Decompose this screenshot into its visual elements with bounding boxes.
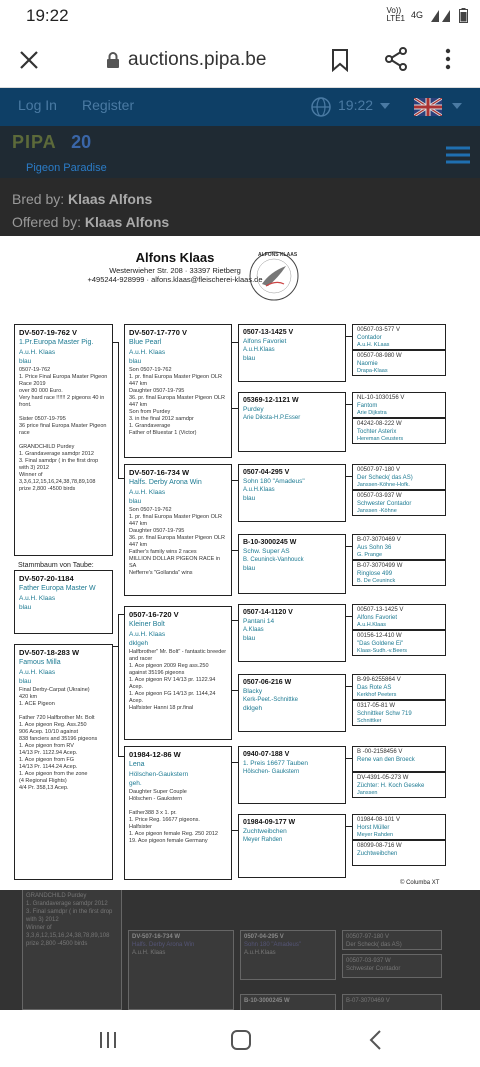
grandparent-name: Schw. Super AS (243, 548, 290, 555)
bookmark-icon[interactable] (330, 48, 350, 72)
copyright-text: © Columba XT (400, 880, 440, 886)
breeder-stamp (248, 250, 300, 302)
subject-color: blau (19, 358, 32, 365)
subject-name: 1.Pr.Europa Master Pig. (19, 339, 94, 346)
register-link[interactable]: Register (82, 97, 135, 113)
stamp-text: ALFONS KLAAS (258, 252, 298, 258)
stammbaum-ring: DV-507-20-1184 (19, 574, 74, 583)
ancestor-name: Schnittker Schw 719 (357, 711, 412, 717)
grandparent-name: Alfons Favoriet (243, 338, 287, 345)
dam-owner: A.u.H. Klaas (19, 669, 56, 676)
grandparent-ring: 0940-07-188 V (243, 751, 290, 758)
ancestor-card[interactable] (352, 840, 446, 866)
ancestor-ring: 01984-08-101 V (357, 817, 401, 823)
uk-flag-icon[interactable] (414, 98, 442, 116)
ancestor-name: Schwester Contador (357, 501, 412, 507)
battery-icon (459, 8, 468, 23)
ancestor-name: Rene van den Broeck (357, 757, 415, 763)
grandparent-name: Purdey (243, 406, 264, 413)
ancestor-owner: Klaas-Sudh.-v.Beers (357, 648, 408, 654)
ancestor-owner: Janssen-Köhne-Hofk. (357, 482, 410, 488)
offered-value: Klaas Alfons (84, 214, 170, 230)
ancestor-owner: Arie Dijkstra (357, 410, 387, 416)
hamburger-menu-icon[interactable] (446, 146, 470, 164)
connector-line (346, 404, 352, 405)
ancestor-owner: Janssen (357, 790, 378, 796)
grandparent-ring: 0507-06-216 W (243, 679, 292, 686)
grandparent-owner: B. Ceuninck-Vanhouck (243, 557, 304, 563)
dim-parent-owner: A.u.H. Klaas (132, 950, 166, 956)
ancestor-name: Contador (357, 335, 382, 341)
status-icons (386, 7, 468, 23)
grandparent-name: Pantani 14 (243, 618, 275, 625)
dim-grandparent-card-2 (240, 994, 336, 1010)
parent-notes: Son 0507-19-762 1. pr. final Europa Master Pigeon OLR 447 km Daughter 0507-19-795 36. pr. final Europa Master Pigeon OLR 447 km Son from Purdey 3. in the final 2012 samdpr 1. Grandaverage Father of Bluestar 1 (Victor) (129, 367, 225, 436)
dimmed-page-content (0, 890, 480, 1010)
recent-apps-icon[interactable] (98, 1031, 118, 1049)
ancestor-card[interactable] (352, 674, 446, 700)
network-label-2: LTE1 (386, 14, 405, 23)
ancestor-ring: 00507-13-1425 V (357, 607, 404, 613)
breeder-name: Alfons Klaas (135, 250, 215, 265)
grandparent-ring: 0507-04-295 V (243, 469, 290, 476)
grandparent-name: 1. Preis 16677 Tauben (243, 760, 308, 767)
subject-pigeon-card[interactable] (14, 324, 113, 556)
dam-name: Famous Milla (19, 659, 61, 666)
ancestor-card[interactable] (352, 392, 446, 418)
dim-ancestor-ring-1: 00507-97-180 V (346, 934, 390, 940)
browser-toolbar (0, 34, 480, 88)
grandparent-color: dklgeh (243, 705, 263, 712)
ancestor-name: Züchter: H. Koch Geseke (357, 783, 425, 789)
grandparent-ring: 01984-09-177 W (243, 819, 296, 826)
grandparent-card-6[interactable] (238, 674, 346, 732)
grandparent-owner: Kerk-Peet.-Schnittke (243, 697, 299, 703)
grandparent-owner: Meyer Rahden (243, 837, 283, 843)
breeder-info (0, 178, 480, 236)
back-icon[interactable] (368, 1030, 382, 1050)
ancestor-name: Alfons Favoriet (357, 615, 398, 621)
dim-grandparent-card (240, 930, 336, 980)
ancestor-owner: G. Prange (357, 552, 383, 558)
grandparent-color: blau (243, 635, 256, 642)
connector-line (346, 616, 352, 617)
parent-color: dklgeh (129, 640, 149, 647)
ancestor-card[interactable] (352, 534, 446, 560)
subject-owner: A.u.H. Klaas (19, 349, 56, 356)
ancestor-ring: 08099-08-716 W (357, 843, 402, 849)
connector-line (346, 826, 352, 827)
offered-label: Offered by: (12, 214, 82, 230)
chevron-down-icon[interactable] (380, 103, 390, 110)
ancestor-ring: 00507-97-180 V (357, 467, 401, 473)
grandparent-ring: 0507-13-1425 V (243, 329, 294, 336)
ancestor-name: Der Scheck( das AS) (357, 475, 413, 481)
ancestor-name: Horst Müller (357, 825, 390, 831)
connector-line (346, 758, 352, 759)
grandparent-owner: Arie Diksta-H.P.Esser (243, 415, 301, 421)
stammbaum-label: Stammbaum von Taube: (18, 562, 94, 569)
ancestor-ring: 04242-08-222 W (357, 421, 402, 427)
ancestor-owner: A.u.H.Klaas (357, 622, 387, 628)
subject-ring: DV-507-19-762 V (19, 328, 77, 337)
parent-owner: A.u.H. Klaas (129, 631, 166, 638)
connector-line (346, 546, 352, 547)
logo-number: 20 (71, 132, 92, 152)
grandparent-card-1[interactable] (238, 324, 346, 382)
parent-name: Halfs. Derby Arona Win (129, 479, 202, 486)
breeder-address: Westerwieher Str. 208 · 33397 Rietberg (109, 266, 241, 275)
ancestor-card[interactable] (352, 700, 446, 726)
parent-notes: Son 0507-19-762 1. pr. final Europa Master Pigeon OLR 447 km Daughter 0507-19-795 36. pr. final Europa Master Pigeon OLR 447 km Father's family wins 2 races MILLION DOLLAR PIGEON RACE in SA Nefferre's "Gollanda" wins (129, 507, 225, 576)
ancestor-ring: DV-4391-05-273 W (357, 775, 409, 781)
grandparent-card-3[interactable] (238, 464, 346, 522)
grandparent-color: blau (243, 495, 256, 502)
ancestor-card[interactable] (352, 604, 446, 630)
ancestor-card[interactable] (352, 814, 446, 840)
connector-line (346, 336, 352, 337)
dim-parent-card (128, 930, 234, 1010)
ancestor-ring: B-07-3070499 W (357, 563, 403, 569)
close-icon[interactable] (18, 49, 40, 71)
ancestor-ring: 00507-08-980 W (357, 353, 402, 359)
dim-ancestor-ring-2: 00507-03-937 W (346, 958, 391, 964)
pipa-logo[interactable] (12, 132, 91, 153)
dim-ancestor-name-1: Der Scheck( das AS) (346, 942, 402, 948)
grandparent-card-8[interactable] (238, 814, 346, 878)
stammbaum-owner: A.u.H. Klaas (19, 595, 56, 602)
url-text: auctions.pipa.be (128, 49, 267, 70)
grandparent-card-2[interactable] (238, 392, 346, 452)
overflow-menu-icon[interactable] (444, 47, 452, 71)
parent-card-3[interactable] (124, 606, 232, 740)
ancestor-name: Ringlose 499 (357, 571, 393, 577)
grandparent-ring: 0507-14-1120 V (243, 609, 293, 616)
ancestor-card[interactable] (352, 350, 446, 376)
ancestor-ring: 00507-03-577 V (357, 327, 401, 333)
dim-ancestor-ring-3: B-07-3070469 V (346, 998, 390, 1004)
parent-name: Blue Pearl (129, 339, 162, 346)
dam-card[interactable] (14, 644, 113, 880)
logo-prefix: PIPA (12, 132, 57, 152)
parent-card-2[interactable] (124, 464, 232, 596)
logo-text: Pigeon Paradise (26, 162, 107, 174)
pedigree-image[interactable] (0, 236, 480, 890)
ancestor-name: Fantom (357, 403, 378, 409)
connector-line (346, 476, 352, 477)
ancestor-owner: A.u.H. KLaas (357, 342, 390, 348)
ancestor-ring: NL-10-1030156 V (357, 395, 405, 401)
parent-owner: A.u.H. Klaas (129, 489, 166, 496)
parent-notes: Halfbrother" Mr. Bolt" - fantastic breeder and racer 1. Ace pigeon 2009 Reg ass.250 against 35196 pigeons 1. Ace pigeon RV 14/13 pr. 1122.94 Acep. 1. Ace pigeon FG 14/13 pr. 1144,24 Acep. Halfsister Hanni 18 pr.final (129, 649, 227, 711)
globe-icon[interactable] (310, 96, 332, 118)
ancestor-ring: B-07-3070469 V (357, 537, 401, 543)
system-nav-bar (0, 1010, 480, 1067)
dam-color: blau (19, 678, 32, 685)
language-chevron-icon[interactable] (452, 103, 462, 110)
parent-ring: DV-507-17-770 V (129, 328, 187, 337)
dam-ring: DV-507-18-283 W (19, 648, 80, 657)
lock-icon (106, 52, 120, 68)
ancestor-owner: Janssen -Köhne (357, 508, 397, 514)
share-icon[interactable] (384, 47, 408, 71)
dim-subject-notes: GRANDCHILD Purdey 1. Grandaverage samdpr 2012 3. Final samdpr ( in the first drop with 3) 2012 Winner of 3,3,6,12,15,16,24,38,78,89,108 prize 2,800 -4500 birds (22, 890, 122, 1010)
ancestor-ring: B-99-6255864 V (357, 677, 401, 683)
grandparent-owner: A.u.H.Klaas (243, 347, 275, 353)
parent-ring: 01984-12-86 W (129, 750, 181, 759)
ancestor-card[interactable] (352, 418, 446, 444)
status-time: 19:22 (26, 6, 69, 25)
parent-owner: A.u.H. Klaas (129, 349, 166, 356)
dim-grandparent-owner: A.u.H.Klaas (244, 950, 276, 956)
dim-ancestor-name-2: Schwester Contador (346, 966, 401, 972)
parent-name: Lena (129, 761, 145, 768)
site-header (0, 126, 480, 178)
grandparent-ring: B-10-3000245 W (243, 539, 297, 546)
ancestor-owner: Hereman Ceusters (357, 436, 404, 442)
ancestor-name: "Das Goldene Ei" (357, 641, 404, 647)
ancestor-card[interactable] (352, 490, 446, 516)
ancestor-ring: B -00-2158456 V (357, 749, 403, 755)
ancestor-name: Tochter Asterix (357, 429, 397, 435)
parent-ring: DV-507-16-734 W (129, 468, 190, 477)
login-link[interactable]: Log In (18, 97, 57, 113)
bred-value: Klaas Alfons (68, 191, 153, 207)
stammbaum-color: blau (19, 604, 32, 611)
parent-color: geh. (129, 780, 142, 787)
grandparent-color: blau (243, 565, 256, 572)
grandparent-color: blau (243, 355, 256, 362)
grandparent-card-4[interactable] (238, 534, 346, 594)
dim-ancestor-card-2 (342, 954, 442, 978)
dim-grandparent-ring: 0507-04-295 V (244, 934, 284, 940)
parent-notes: Daughter Super Couple Hölschen - Gaukstern Father388 3 x 1. pr. 1. Price Reg. 16677 pigeons. Halfsister 1. Ace pigeon female Reg. 250 2012 19. Ace pigeon female Germany (129, 789, 218, 844)
subject-notes: 0507-19-762 1. Price Final Europa Master Pigeon Race 2019 over 80 000 Euro. Very hard race !!!!!! 2 pigeons 40 in front. Sister 0507-19-795 36 price final Europa Master Pigeon race GRANDCHILD Purdey 1. Grandaverage samdpr 2012 3. Final samdpr ( in the first drop with 3) 2012 Winner of 3,3,6,12,15,16,24,38,78,89,108 prize 2,800 -4500 birds (19, 367, 108, 492)
dim-parent-name: Halfs. Derby Arona Win (132, 942, 195, 948)
ancestor-owner: B. De Ceuninck (357, 578, 396, 584)
ancestor-name: Das Rote AS (357, 685, 392, 691)
network-label-3: 4G (410, 10, 423, 20)
bred-label: Bred by: (12, 191, 65, 207)
ancestor-ring: 00156-12-410 W (357, 633, 402, 639)
ancestor-card[interactable] (352, 560, 446, 586)
dam-notes: Final Derby-Carpat (Ukraine) 420 km 1. ACE Pigeon Father 720 Halfbrother Mr. Bolt 1. Ace pigeon Reg. Ass.250 906 Acep. 10/10 against 838 fanciers and 35196 pigeons 1. Ace pigeon from RV 14/13 Pr. 1122.94 Acep. 1. Ace pigeon from FG 14/13 Pr. 1144.24 Acep. 1. Ace pigeon from the zone (4 Regional Flights) 4/4 Pr. 358,13 Acep. (19, 687, 98, 791)
grandparent-owner: A.u.H.Klaas (243, 487, 275, 493)
parent-card-1[interactable] (124, 324, 232, 458)
grandparent-owner: A.Klaas (243, 627, 264, 633)
grandparent-name: Zuchtweibchen (243, 828, 287, 835)
stammbaum-name: Father Europa Master W (19, 585, 96, 592)
grandparent-name: Blacky (243, 688, 263, 695)
signal-icon (429, 8, 453, 22)
ancestor-owner: Drapa-Klaas (357, 368, 388, 374)
parent-color: blau (129, 498, 142, 505)
ancestor-owner: Meyer Rahden (357, 832, 394, 838)
network-label-1: Vo)) (386, 6, 402, 15)
grandparent-card-7[interactable] (238, 746, 346, 804)
ancestor-ring: 0317-05-81 W (357, 703, 396, 709)
grandparent-ring: 05369-12-1121 W (243, 397, 299, 404)
parent-ring: 0507-16-720 V (129, 610, 179, 619)
ancestor-card[interactable] (352, 324, 446, 350)
home-icon[interactable] (230, 1030, 252, 1050)
dim-ancestor-card-1 (342, 930, 442, 950)
ancestor-name: Aus Sohn 36 (357, 545, 392, 551)
connector-line (346, 686, 352, 687)
grandparent-name: Sohn 180 "Amadeus" (243, 478, 305, 485)
parent-color: blau (129, 358, 142, 365)
ancestor-card[interactable] (352, 772, 446, 798)
ancestor-name: Zuchtweibchen (357, 851, 398, 857)
stammbaum-card[interactable] (14, 570, 113, 634)
status-bar (0, 0, 480, 34)
parent-name: Kleiner Bolt (129, 621, 165, 628)
parent-owner: Hölschen-Gaukstern (129, 771, 189, 778)
dim-grandparent-name: Sohn 180 "Amadeus" (244, 942, 301, 948)
dim-parent-ring: DV-507-16-734 W (132, 934, 181, 940)
dim-ancestor-card-3 (342, 994, 442, 1010)
parent-card-4[interactable] (124, 746, 232, 880)
ancestor-card[interactable] (352, 464, 446, 490)
breeder-contact: +495244-928999 · alfons.klaas@fleischerei-klaas.de (87, 275, 263, 284)
ancestor-ring: 00507-03-937 W (357, 493, 402, 499)
site-nav (0, 88, 480, 126)
clock-text: 19:22 (338, 97, 374, 113)
address-bar[interactable] (106, 49, 266, 71)
ancestor-card[interactable] (352, 746, 446, 772)
ancestor-card[interactable] (352, 630, 446, 656)
grandparent-card-5[interactable] (238, 604, 346, 662)
ancestor-owner: Kerkhof Peeters (357, 692, 397, 698)
grandparent-owner: Hölschen- Gaukstern (243, 769, 300, 775)
ancestor-name: Naomie (357, 361, 378, 367)
ancestor-owner: Schnittker (357, 718, 382, 724)
dim-grandparent-ring-2: B-10-3000245 W (244, 998, 290, 1004)
